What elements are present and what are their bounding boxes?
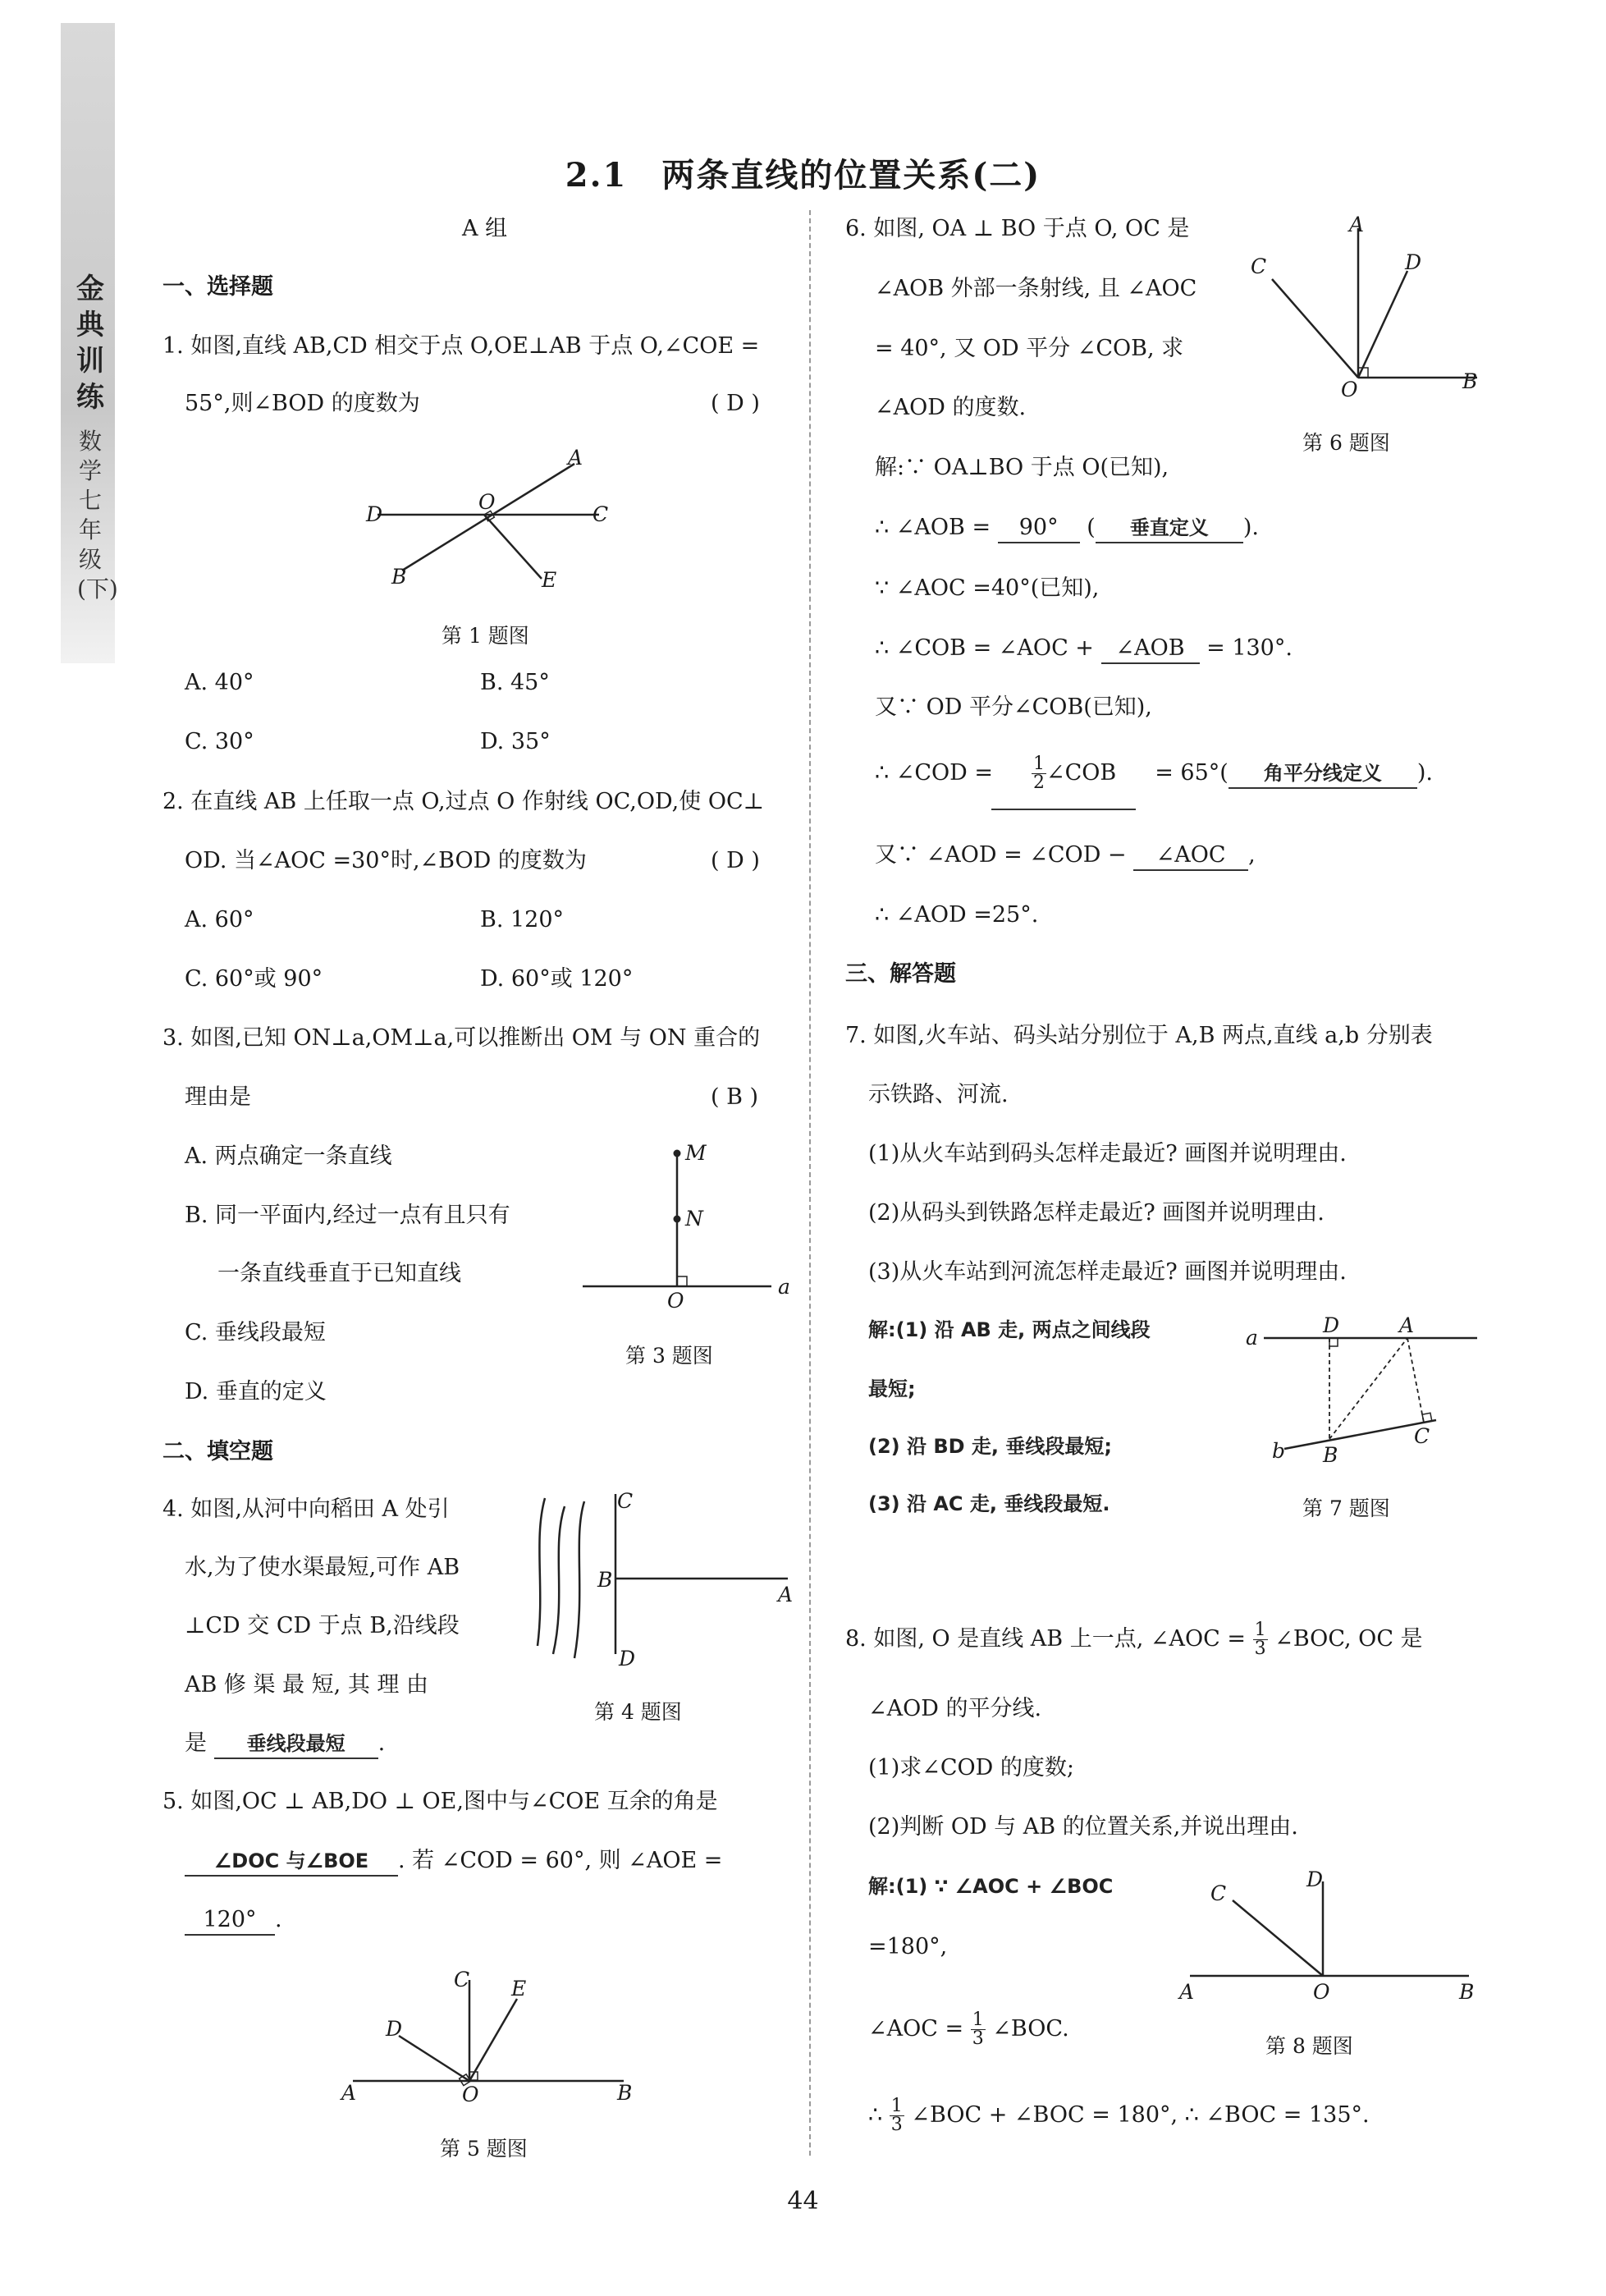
q8-answer3-den: 3 [972, 2028, 984, 2049]
q2-line2: OD. 当∠AOC =30°时,∠BOD 的度数为 [185, 848, 587, 873]
fig8-label-a: A [1179, 1980, 1195, 2004]
q6-step8: ∴ ∠AOD =25°. [875, 902, 1039, 928]
section-fill: 二、填空题 [162, 1439, 273, 1464]
fig3-label-o: O [667, 1289, 684, 1313]
q1-option-c: C. 30° [185, 729, 254, 754]
figure-6 [1247, 213, 1485, 394]
q8-part2: (2)判断 OD 与 AB 的位置关系,并说出理由. [868, 1814, 1298, 1840]
q5-line3: 120° . [185, 1906, 282, 1936]
fig8-label-b: B [1459, 1980, 1475, 2004]
q8-answer4-text: ∠BOC + ∠BOC = 180°, ∴ ∠BOC = 135°. [911, 2102, 1370, 2128]
q7-caption: 第 7 题图 [1302, 1496, 1390, 1520]
figure-4 [533, 1490, 804, 1679]
q6-step7 [875, 841, 1256, 871]
q3-option-d: D. 垂直的定义 [185, 1379, 327, 1405]
fig3-label-n: N [685, 1207, 703, 1230]
q8-line1-text: 8. 如图, O 是直线 AB 上一点, ∠AOC = [845, 1626, 1247, 1652]
sidebar-title: 金典训练 [76, 273, 104, 414]
q4-line3: ⊥CD 交 CD 于点 B,沿线段 [185, 1613, 460, 1638]
q7-line2: 示铁路、河流. [868, 1082, 1009, 1107]
q1-caption: 第 1 题图 [442, 624, 529, 648]
q1-option-b: B. 45° [480, 670, 550, 695]
q2-option-d: D. 60°或 120° [480, 966, 634, 992]
fig1-label-a: A [568, 446, 583, 470]
q6-caption: 第 6 题图 [1302, 431, 1390, 455]
column-divider [809, 210, 811, 2156]
fig7-label-c: C [1414, 1424, 1430, 1448]
q8-answer3-end: ∠BOC. [992, 2016, 1069, 2042]
q4-line4: AB 修 渠 最 短, 其 理 由 [185, 1672, 428, 1698]
q7-part3: (3)从火车站到河流怎样走最近? 画图并说明理由. [868, 1259, 1347, 1285]
fig4-label-b: B [597, 1568, 613, 1592]
q4-caption: 第 4 题图 [594, 1700, 682, 1724]
q3-caption: 第 3 题图 [625, 1344, 713, 1368]
q2-option-c: C. 60°或 90° [185, 966, 323, 992]
fig1-label-e: E [542, 568, 557, 592]
fig7-label-d: D [1323, 1313, 1340, 1337]
q6-step5: 又∵ OD 平分∠COB(已知), [875, 694, 1152, 720]
q3-option-c: C. 垂线段最短 [185, 1320, 326, 1345]
q6-line4: ∠AOD 的度数. [875, 395, 1027, 420]
fig1-label-c: C [593, 502, 609, 526]
fig6-label-d: D [1405, 250, 1422, 274]
q6-line2: ∠AOB 外部一条射线, 且 ∠AOC [875, 276, 1197, 301]
q8-answer3-text: ∠AOC = [868, 2016, 964, 2042]
page-title: 2.1 两条直线的位置关系(二) [565, 156, 1041, 195]
q6-step2-reason: 垂直定义 [1096, 514, 1243, 543]
q4-answer: 垂线段最短 [214, 1730, 378, 1759]
fig6-label-c: C [1251, 254, 1267, 278]
q6-step2-end: ). [1242, 515, 1259, 540]
q8-part1: (1)求∠COD 的度数; [868, 1755, 1074, 1780]
q6-step2 [875, 514, 1259, 543]
q6-step3: ∵ ∠AOC =40°(已知), [875, 575, 1100, 601]
fig1-label-o: O [478, 490, 496, 514]
q6-step6-den: 2 [1032, 772, 1045, 793]
q6-step6-fraction [1032, 755, 1046, 792]
q7-answer2: (2) 沿 BD 走, 垂线段最短; [868, 1435, 1112, 1458]
q6-step6-answer [1000, 755, 1148, 792]
q1-option-d: D. 35° [480, 729, 551, 754]
q6-step6-reason: 角平分线定义 [1229, 759, 1417, 789]
q6-step2-text: ∴ ∠AOB = [875, 515, 991, 540]
q6-step1: 解:∵ OA⊥BO 于点 O(已知), [875, 455, 1169, 480]
figure-8 [1182, 1872, 1485, 1995]
q4-line5: 是 垂线段最短 . [185, 1730, 385, 1759]
q8-answer4 [868, 2097, 1370, 2134]
q6-step6-underline [991, 809, 1136, 810]
q6-step7-end: , [1248, 842, 1256, 868]
q3-option-b2: 一条直线垂直于已知直线 [217, 1261, 461, 1286]
fig8-label-o: O [1313, 1980, 1330, 2004]
fig5-label-o: O [462, 2083, 479, 2106]
q7-part2: (2)从码头到铁路怎样走最近? 画图并说明理由. [868, 1200, 1325, 1226]
q8-line1 [845, 1621, 1423, 1658]
q6-step2-answer: 90° [998, 514, 1080, 543]
q8-caption: 第 8 题图 [1265, 2034, 1353, 2058]
q6-step4-text: ∴ ∠COB = ∠AOC + [875, 635, 1094, 661]
q6-step6 [875, 755, 1433, 792]
q5-line1: 5. 如图,OC ⊥ AB,DO ⊥ OE,图中与∠COE 互余的角是 [162, 1789, 718, 1814]
q4-line2: 水,为了使水渠最短,可作 AB [185, 1555, 460, 1580]
fig5-label-c: C [454, 1968, 470, 1991]
q8-answer1: 解:(1) ∵ ∠AOC + ∠BOC [868, 1875, 1114, 1898]
q3-answer: ( B ) [711, 1084, 759, 1110]
q8-answer4-sym: ∴ [868, 2102, 883, 2128]
q7-line1: 7. 如图,火车站、码头站分别位于 A,B 两点,直线 a,b 分别表 [845, 1023, 1433, 1048]
q3-line2: 理由是 [185, 1084, 251, 1110]
q5-answer-2: 120° [185, 1906, 275, 1936]
q6-step4 [875, 635, 1293, 664]
q6-step6-end: ). [1416, 760, 1433, 786]
fig7-label-b-line: b [1272, 1439, 1286, 1463]
fig7-label-a-line: a [1246, 1326, 1258, 1350]
q6-step7-answer: ∠AOC [1133, 841, 1248, 871]
q8-answer4-den: 3 [890, 2115, 903, 2135]
q6-step4-end: = 130°. [1206, 635, 1293, 661]
q6-line3: = 40°, 又 OD 平分 ∠COB, 求 [875, 336, 1184, 361]
q7-answer1: 解:(1) 沿 AB 走, 两点之间线段 [868, 1318, 1151, 1341]
q2-answer: ( D ) [711, 848, 760, 873]
q3-option-a: A. 两点确定一条直线 [185, 1143, 392, 1169]
q1-answer: ( D ) [711, 391, 760, 416]
fig5-label-a: A [341, 2081, 357, 2105]
q6-line1: 6. 如图, OA ⊥ BO 于点 O, OC 是 [845, 216, 1190, 241]
fig3-label-a: a [778, 1275, 790, 1299]
fig5-label-d: D [386, 2017, 403, 2041]
q6-step6-num: 1 [1032, 754, 1045, 774]
fig1-label-d: D [366, 502, 383, 526]
fig3-label-m: M [685, 1141, 707, 1165]
q8-answer3-num: 1 [972, 2010, 984, 2030]
q2-option-a: A. 60° [185, 907, 254, 933]
q5-caption: 第 5 题图 [440, 2137, 528, 2161]
fig4-label-d: D [619, 1647, 636, 1670]
fig6-label-a: A [1349, 213, 1365, 236]
fig1-label-b: B [391, 565, 407, 589]
q3-option-b1: B. 同一平面内,经过一点有且只有 [185, 1203, 510, 1228]
fig5-label-e: E [511, 1977, 527, 2000]
q8-den: 3 [1254, 1638, 1266, 1659]
q8-answer3-fraction [971, 2011, 986, 2048]
q7-answer3: (3) 沿 AC 走, 垂线段最短. [868, 1492, 1110, 1515]
fig7-label-b: B [1323, 1443, 1338, 1467]
fig7-label-a: A [1399, 1313, 1415, 1337]
fig6-label-b: B [1462, 369, 1478, 393]
q8-line2: ∠AOD 的平分线. [868, 1696, 1042, 1721]
q1-line2: 55°,则∠BOD 的度数为 [185, 391, 420, 416]
q2-line1: 2. 在直线 AB 上任取一点 O,过点 O 作射线 OC,OD,使 OC⊥ [162, 789, 765, 814]
group-label: A 组 [462, 216, 508, 241]
section-answer: 三、解答题 [845, 961, 956, 987]
q8-answer4-fraction [890, 2097, 904, 2134]
fig8-label-c: C [1210, 1881, 1227, 1905]
sidebar-subtitle: 数学 七年级(下) [77, 428, 118, 603]
q8-num: 1 [1254, 1620, 1266, 1640]
q6-step7-text: 又∵ ∠AOD = ∠COD − [875, 842, 1127, 868]
q5-line2-text: . 若 ∠COD = 60°, 则 ∠AOE = [398, 1848, 723, 1873]
fig4-label-c: C [617, 1489, 634, 1513]
fig8-label-d: D [1306, 1868, 1324, 1891]
q6-step2-paren: ( [1087, 515, 1096, 540]
q7-answer1b: 最短; [868, 1377, 916, 1400]
page-number: 44 [787, 2187, 819, 2216]
q8-answer4-num: 1 [890, 2096, 903, 2116]
q5-answer-1: ∠DOC 与∠BOE [185, 1847, 398, 1877]
q5-line2 [185, 1847, 722, 1877]
q7-part1: (1)从火车站到码头怎样走最近? 画图并说明理由. [868, 1141, 1347, 1166]
q8-line1-end: ∠BOC, OC 是 [1274, 1626, 1423, 1652]
q6-step6-val: = 65°( [1155, 760, 1229, 786]
section-choice: 一、选择题 [162, 274, 273, 300]
q6-step6-angle: ∠COB [1046, 760, 1117, 786]
q1-option-a: A. 40° [185, 670, 254, 695]
q4-line1: 4. 如图,从河中向稻田 A 处引 [162, 1496, 450, 1522]
fig6-label-o: O [1341, 378, 1358, 401]
q1-line1: 1. 如图,直线 AB,CD 相交于点 O,OE⊥AB 于点 O,∠COE = [162, 333, 760, 359]
fig5-label-b: B [617, 2081, 633, 2105]
q8-answer3 [868, 2011, 1069, 2048]
q6-step4-answer: ∠AOB [1101, 635, 1200, 664]
q8-fraction [1253, 1621, 1268, 1658]
fig4-label-a: A [778, 1583, 794, 1606]
q4-line5-text: 是 [185, 1730, 207, 1756]
q8-answer2: =180°, [868, 1934, 948, 1959]
q3-line1: 3. 如图,已知 ON⊥a,OM⊥a,可以推断出 OM 与 ON 重合的 [162, 1025, 761, 1051]
q2-option-b: B. 120° [480, 907, 565, 933]
q6-step6-text: ∴ ∠COD = [875, 760, 994, 786]
